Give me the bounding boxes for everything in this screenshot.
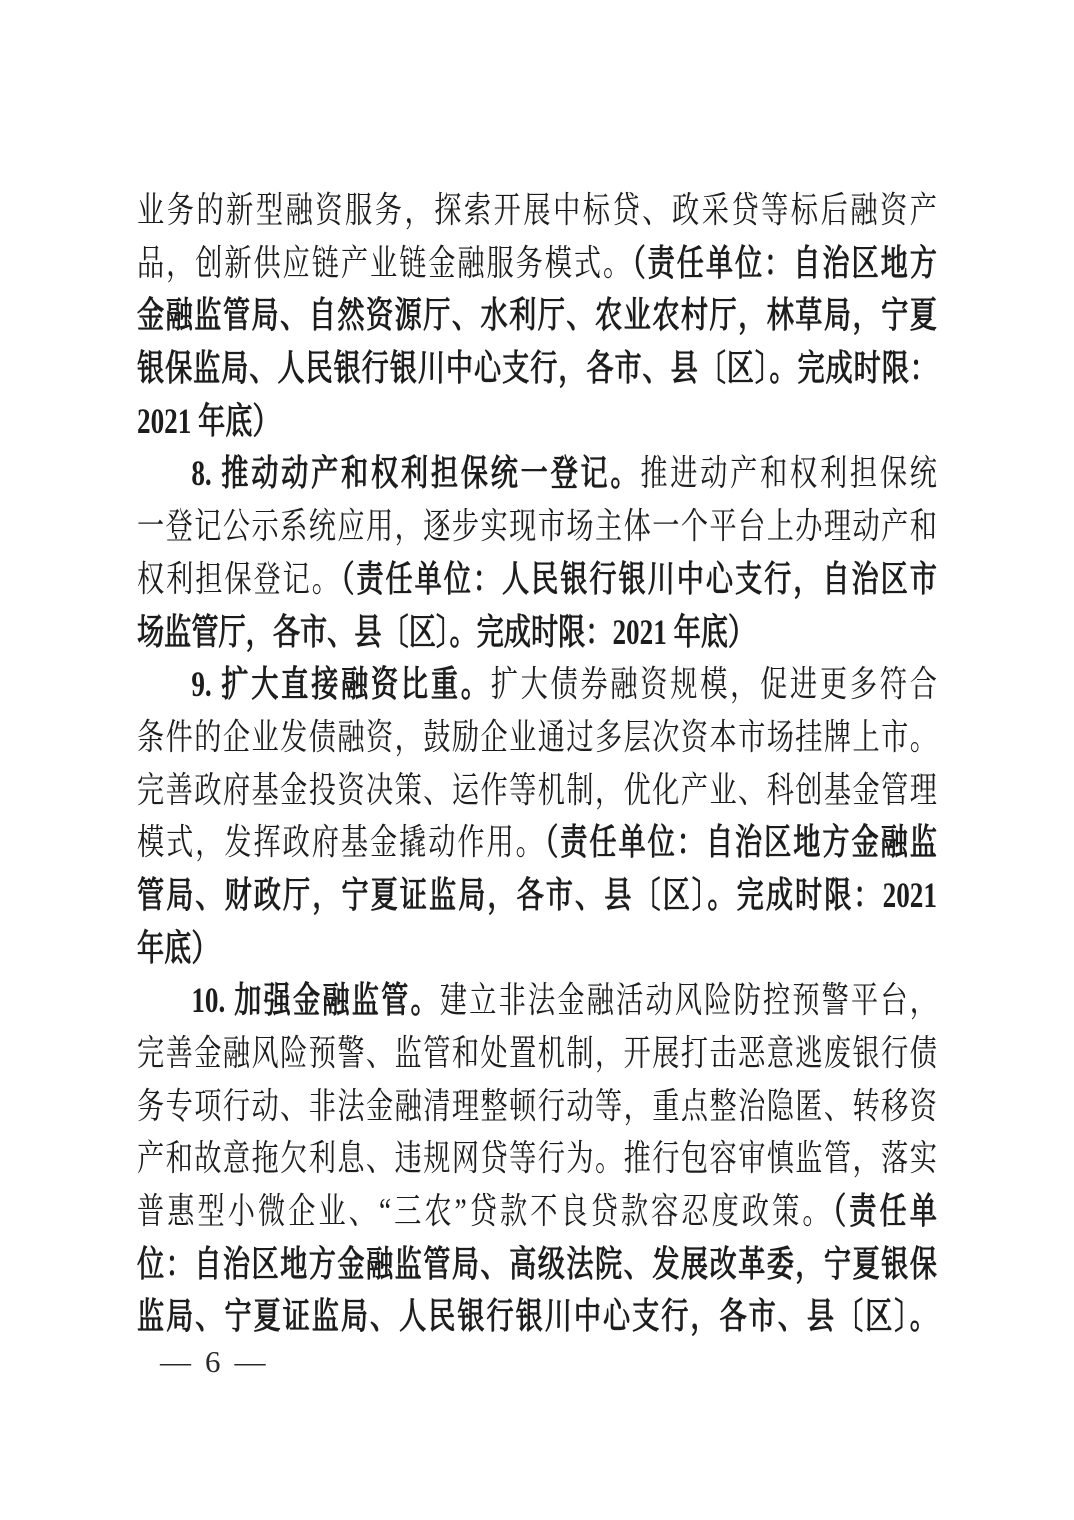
text-line	[137, 553, 937, 606]
bold-text-segment: （责任单位：人民银行银川中心支行，自治区市	[340, 558, 937, 599]
text-segment: 产和故意拖欠利息、违规网贷等行为。推行包容审慎监管，落实	[137, 1138, 937, 1179]
text-line	[137, 606, 937, 659]
text-line	[137, 289, 937, 342]
text-segment: 模式，发挥政府基金撬动作用。	[137, 822, 545, 863]
text-line	[137, 1080, 937, 1133]
bold-text-segment: 年底）	[137, 927, 219, 968]
footer-dash-right: —	[234, 1344, 266, 1379]
bold-text-segment: 金融监管局、自然资源厅、水利厅、农业农村厅，林草局，宁夏	[137, 295, 937, 336]
text-line	[137, 764, 937, 817]
text-line	[137, 447, 937, 500]
text-segment: 完善政府基金投资决策、运作等机制，优化产业、科创基金管理	[137, 769, 937, 810]
footer-dash-left: —	[160, 1344, 191, 1379]
bold-text-segment: 管局、财政厅，宁夏证监局，各市、县〔区〕。完成时限：2021	[137, 874, 937, 915]
text-segment: 条件的企业发债融资，鼓励企业通过多层次资本市场挂牌上市。	[137, 716, 937, 757]
text-segment: 完善金融风险预警、监管和处置机制，开展打击恶意逃废银行债	[137, 1033, 937, 1073]
text-line	[137, 658, 937, 711]
text-line	[137, 1290, 937, 1343]
text-line	[137, 1132, 937, 1185]
paragraph-item-10	[137, 974, 937, 1343]
paragraph-item-9	[137, 658, 937, 974]
text-segment: 建立非法金融活动风险防控预警平台，	[439, 980, 937, 1021]
text-segment: 权利担保登记。	[137, 558, 341, 599]
paragraph-item-8	[137, 447, 937, 658]
bold-text-segment: （责任单位：自治区地方	[632, 242, 937, 283]
text-line	[137, 342, 937, 395]
document-body	[137, 184, 937, 1343]
text-line	[137, 395, 937, 448]
bold-text-segment: （责任单位：自治区地方金融监	[544, 822, 937, 863]
text-line	[137, 1027, 937, 1080]
bold-text-segment: 10. 加强金融监管。	[191, 980, 440, 1021]
bold-text-segment: 9. 扩大直接融资比重。	[191, 664, 491, 705]
bold-text-segment: 监局、宁夏证监局、人民银行银川中心支行，各市、县〔区〕。	[137, 1296, 937, 1337]
bold-text-segment: 场监管厅，各市、县〔区〕。完成时限：2021 年底）	[137, 611, 756, 652]
page-number: 6	[205, 1344, 221, 1379]
text-segment: 扩大债券融资规模，促进更多符合	[490, 664, 937, 705]
text-line	[137, 869, 937, 922]
text-segment: 一登记公示系统应用，逐步实现市场主体一个平台上办理动产和	[137, 506, 937, 547]
bold-text-segment: 银保监局、人民银行银川中心支行，各市、县〔区〕。完成时限：	[137, 348, 937, 389]
text-segment: 推进动产和权利担保统	[640, 453, 937, 494]
text-line	[137, 1238, 937, 1291]
bold-text-segment: （责任单	[832, 1191, 937, 1232]
text-line	[137, 711, 937, 764]
text-line	[137, 1185, 937, 1238]
text-line	[137, 184, 937, 237]
bold-text-segment: 8. 推动动产和权利担保统一登记。	[191, 453, 641, 494]
text-line	[137, 237, 937, 290]
text-line	[137, 816, 937, 869]
text-line	[137, 974, 937, 1027]
text-line	[137, 500, 937, 553]
text-segment: 品，创新供应链产业链金融服务模式。	[137, 242, 633, 283]
text-segment: 务专项行动、非法金融清理整顿行动等，重点整治隐匿、转移资	[137, 1085, 937, 1126]
bold-text-segment: 位：自治区地方金融监管局、高级法院、发展改革委，宁夏银保	[137, 1243, 937, 1284]
bold-text-segment: 2021 年底）	[137, 400, 280, 441]
text-line	[137, 922, 937, 975]
text-segment: 普惠型小微企业、“三农”贷款不良贷款容忍度政策。	[137, 1191, 833, 1232]
text-segment: 业务的新型融资服务，探索开展中标贷、政采贷等标后融资产	[137, 190, 937, 230]
page-footer	[160, 1344, 266, 1380]
paragraph-continuation	[137, 184, 937, 447]
